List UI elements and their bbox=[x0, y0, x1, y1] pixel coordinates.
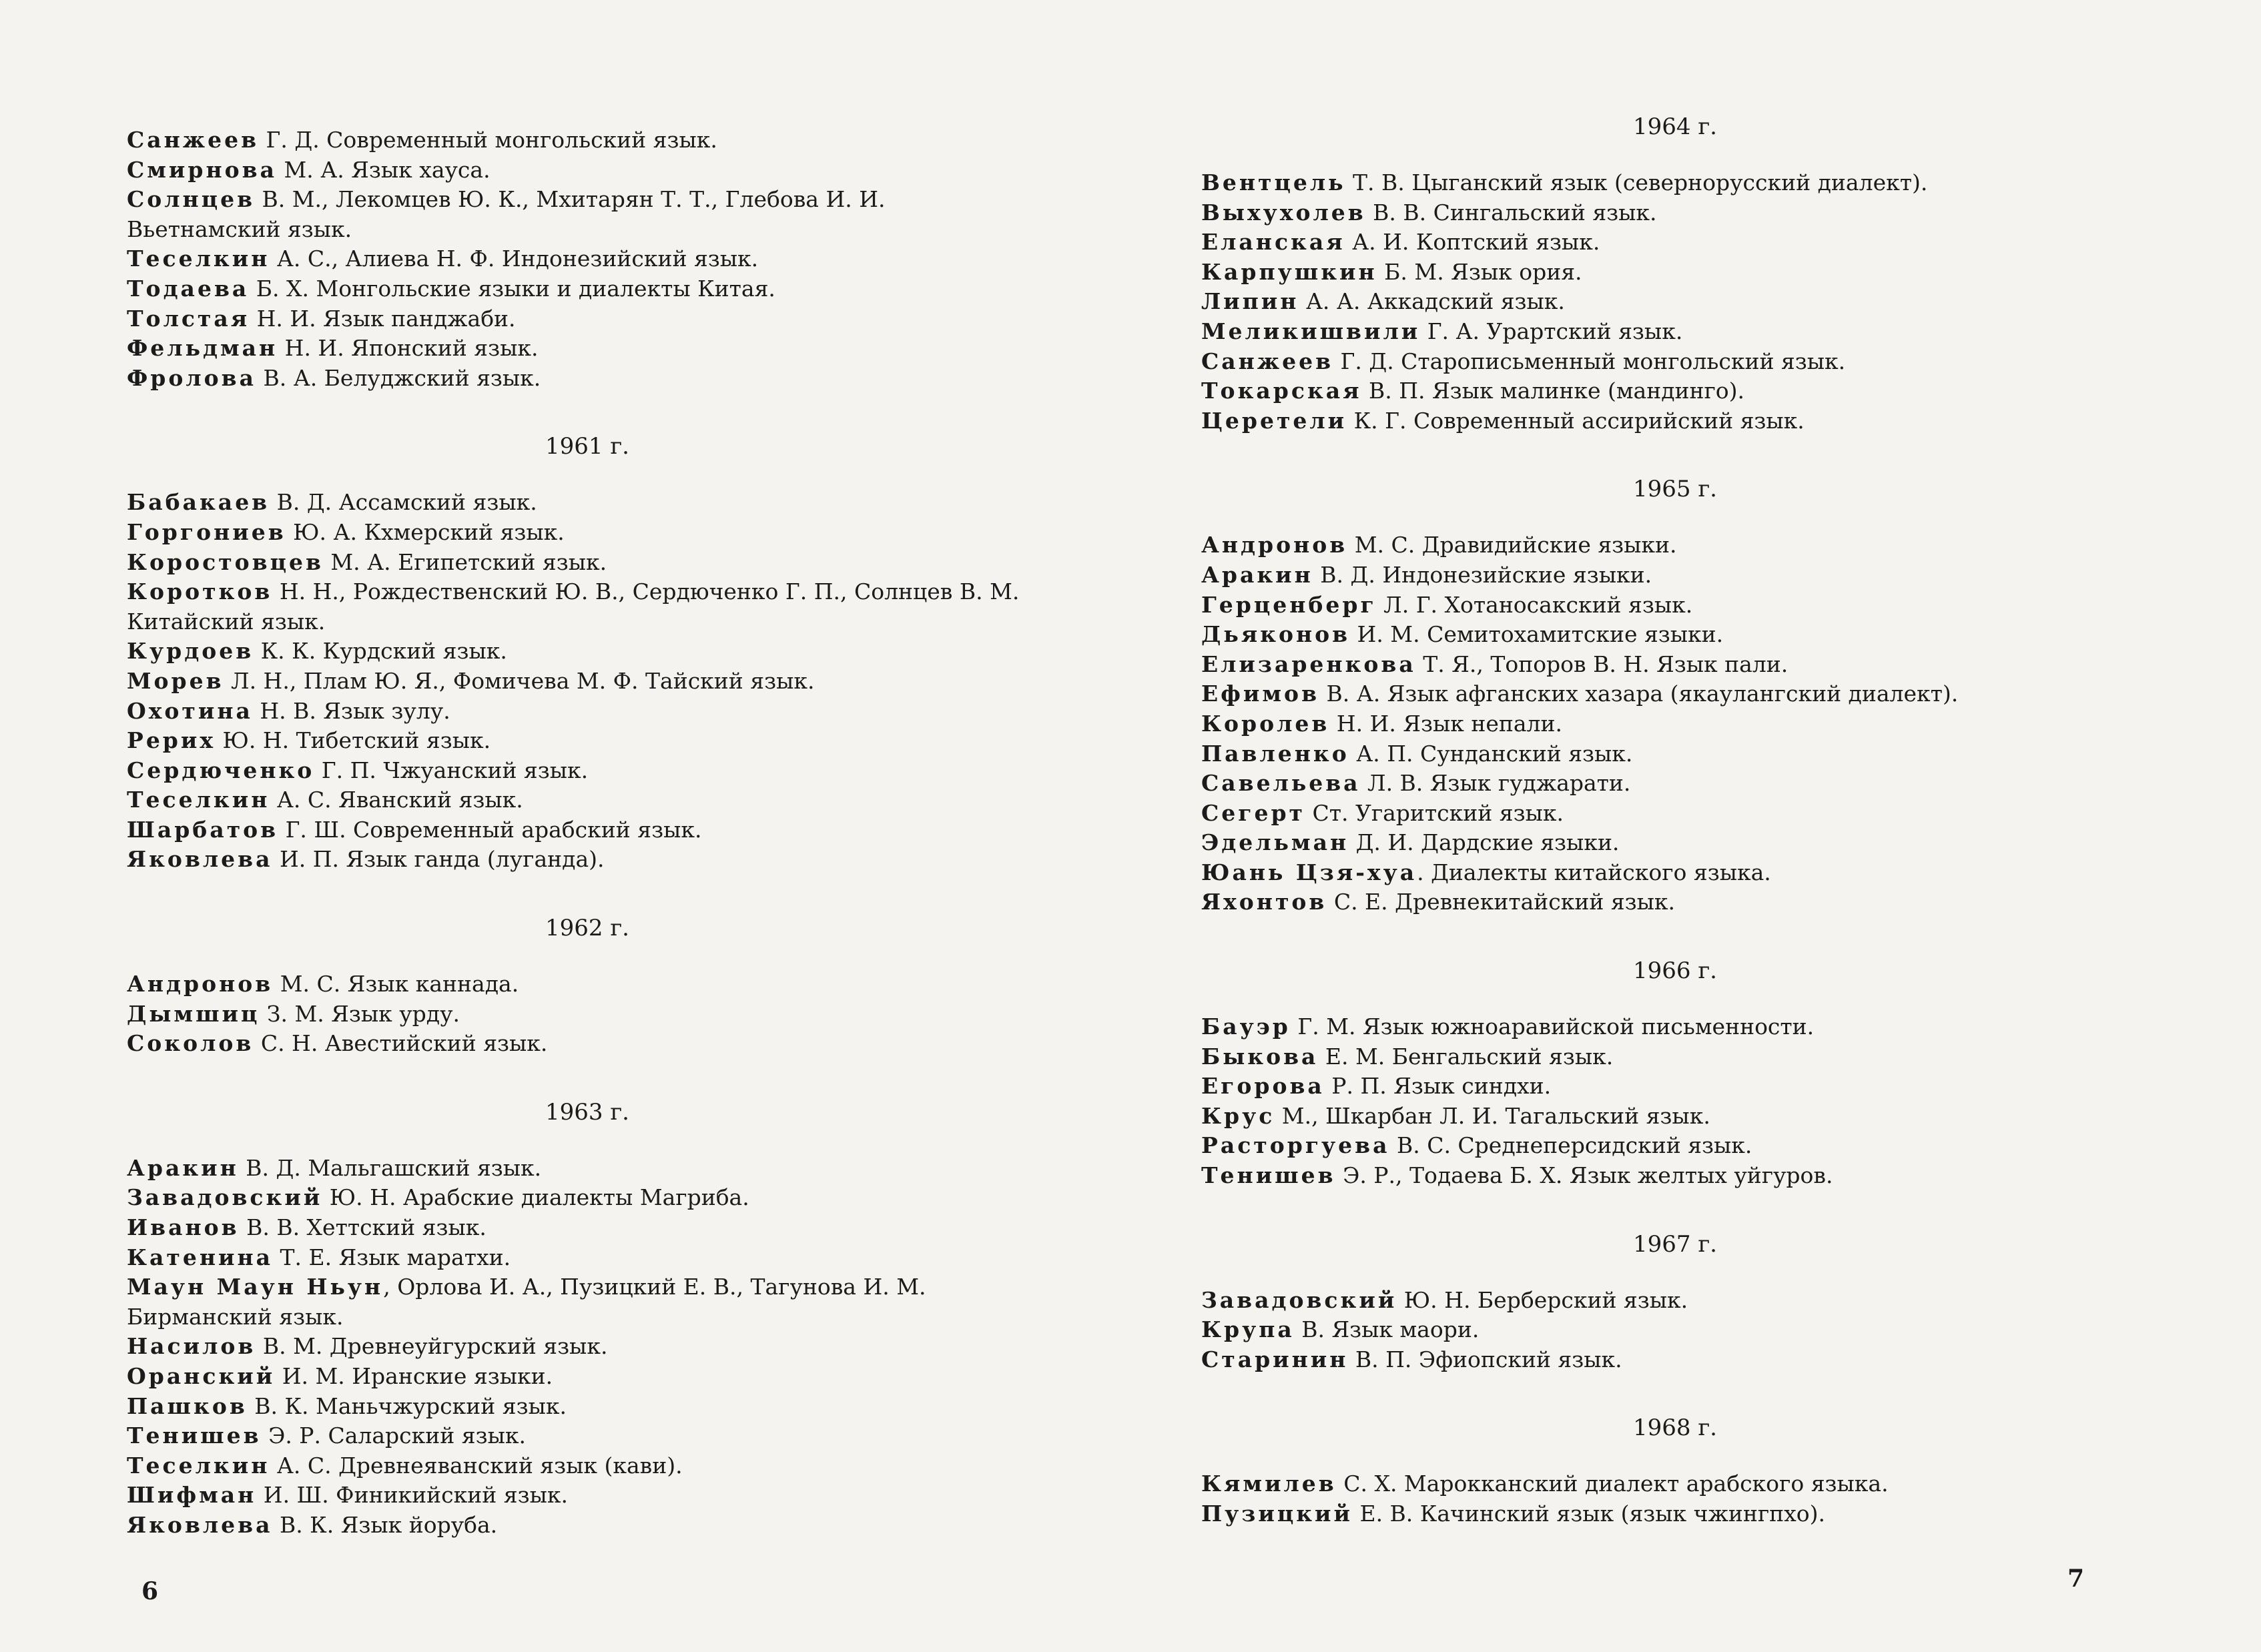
entry: Насилов В. М. Древнеуйгурский язык. bbox=[127, 1333, 608, 1360]
entry: Тенишев Э. Р., Тодаева Б. Х. Язык желтых уйгуров. bbox=[1201, 1162, 1833, 1189]
entry: Аракин В. Д. Индонезийские языки. bbox=[1201, 561, 1652, 588]
entry: Оранский И. М. Иранские языки. bbox=[127, 1363, 553, 1389]
entry: Быкова Е. М. Бенгальский язык. bbox=[1201, 1043, 1614, 1070]
entry: Рерих Ю. Н. Тибетский язык. bbox=[127, 727, 491, 754]
entry: Курдоев К. К. Курдский язык. bbox=[127, 638, 507, 665]
entry: Санжеев Г. Д. Современный монгольский язык. bbox=[127, 127, 717, 153]
entry: Пузицкий Е. В. Качинский язык (язык чжингпхо). bbox=[1201, 1501, 1825, 1527]
entry: Церетели К. Г. Современный ассирийский язык. bbox=[1201, 407, 1805, 434]
left-page bbox=[0, 0, 1130, 1652]
entry: Крупа В. Язык маори. bbox=[1201, 1316, 1480, 1343]
right-page bbox=[1130, 0, 2261, 1652]
entry: Выхухолев В. В. Сингальский язык. bbox=[1201, 199, 1657, 226]
left-section-continuation bbox=[127, 125, 1048, 393]
entry: Шарбатов Г. Ш. Современный арабский язык. bbox=[127, 816, 702, 843]
entry: Коротков Н. Н., Рождественский Ю. В., Сердюченко Г. П., Солнцев В. М. Китайский язык. bbox=[127, 578, 1020, 635]
entry: Сердюченко Г. П. Чжуанский язык. bbox=[127, 757, 589, 783]
entry: Коростовцев М. А. Египетский язык. bbox=[127, 548, 607, 575]
entry: Юань Цзя-хуа. Диалекты китайского языка. bbox=[1201, 859, 1771, 885]
entry: Катенина Т. Е. Язык маратхи. bbox=[127, 1244, 511, 1270]
year-heading: 1966 г. bbox=[1633, 957, 1717, 985]
entry: Савельева Л. В. Язык гуджарати. bbox=[1201, 770, 1631, 797]
page-number: 6 bbox=[141, 1577, 159, 1605]
entry: Фролова В. А. Белуджский язык. bbox=[127, 364, 541, 391]
entry: Яковлева И. П. Язык ганда (луганда). bbox=[127, 846, 605, 873]
entry: Завадовский Ю. Н. Берберский язык. bbox=[1201, 1286, 1688, 1313]
year-heading: 1967 г. bbox=[1633, 1230, 1717, 1258]
right-section-1967 bbox=[1201, 1230, 2149, 1375]
left-bibliography-column bbox=[127, 125, 1048, 1541]
entry: Павленко А. П. Сунданский язык. bbox=[1201, 740, 1633, 767]
entry: Крус М., Шкарбан Л. И. Тагальский язык. bbox=[1201, 1102, 1710, 1129]
entry: Егорова Р. П. Язык синдхи. bbox=[1201, 1073, 1552, 1100]
entry: Солнцев В. М., Лекомцев Ю. К., Мхитарян Т. Т., Глебова И. И. Вьетнамский язык. bbox=[127, 186, 886, 242]
entry: Эдельман Д. И. Дардские языки. bbox=[1201, 829, 1620, 856]
entry: Бауэр Г. М. Язык южноаравийской письменности. bbox=[1201, 1013, 1815, 1040]
entry: Теселкин А. С., Алиева Н. Ф. Индонезийский язык. bbox=[127, 246, 759, 272]
entry: Андронов М. С. Дравидийские языки. bbox=[1201, 532, 1677, 558]
entry: Меликишвили Г. А. Урартский язык. bbox=[1201, 318, 1683, 344]
entry: Шифман И. Ш. Финикийский язык. bbox=[127, 1482, 568, 1509]
entry: Санжеев Г. Д. Старописьменный монгольский язык. bbox=[1201, 348, 1846, 374]
entry: Завадовский Ю. Н. Арабские диалекты Магриба. bbox=[127, 1184, 749, 1211]
entry: Маун Маун Ньун, Орлова И. А., Пузицкий Е. В., Тагунова И. М. Бирманский язык. bbox=[127, 1274, 926, 1330]
entry: Бабакаев В. Д. Ассамский язык. bbox=[127, 489, 537, 516]
left-section-1962 bbox=[127, 913, 1048, 1059]
year-heading: 1968 г. bbox=[1633, 1414, 1717, 1442]
entry: Липин А. А. Аккадский язык. bbox=[1201, 288, 1565, 315]
entry: Яхонтов С. Е. Древнекитайский язык. bbox=[1201, 889, 1676, 915]
entry: Фельдман Н. И. Японский язык. bbox=[127, 335, 539, 362]
entry: Елизаренкова Т. Я., Топоров В. Н. Язык пали. bbox=[1201, 651, 1789, 677]
entry: Еланская А. И. Коптский язык. bbox=[1201, 229, 1600, 256]
entry: Теселкин А. С. Яванский язык. bbox=[127, 787, 523, 813]
entry: Сегерт Ст. Угаритский язык. bbox=[1201, 799, 1564, 826]
entry: Герценберг Л. Г. Хотаносакский язык. bbox=[1201, 591, 1693, 618]
entry: Тодаева Б. Х. Монгольские языки и диалекты Китая. bbox=[127, 275, 775, 302]
entry: Кямилев С. Х. Марокканский диалект арабского языка. bbox=[1201, 1471, 1889, 1497]
right-bibliography-column bbox=[1201, 112, 2149, 1529]
entry: Яковлева В. К. Язык йоруба. bbox=[127, 1511, 498, 1538]
year-heading: 1965 г. bbox=[1633, 476, 1717, 503]
entry: Охотина Н. В. Язык зулу. bbox=[127, 697, 450, 724]
entry: Тенишев Э. Р. Саларский язык. bbox=[127, 1422, 526, 1449]
entry: Толстая Н. И. Язык панджаби. bbox=[127, 305, 516, 332]
year-heading: 1962 г. bbox=[545, 915, 629, 942]
entry: Смирнова М. А. Язык хауса. bbox=[127, 156, 491, 183]
entry: Расторгуева В. С. Среднеперсидский язык. bbox=[1201, 1132, 1752, 1159]
page-number: 7 bbox=[2067, 1565, 2085, 1593]
entry: Пашков В. К. Маньчжурский язык. bbox=[127, 1392, 567, 1419]
entry: Иванов В. В. Хеттский язык. bbox=[127, 1214, 487, 1241]
right-section-1964 bbox=[1201, 112, 2149, 436]
entry: Соколов С. Н. Авестийский язык. bbox=[127, 1030, 548, 1057]
right-section-1968 bbox=[1201, 1413, 2149, 1529]
entry: Карпушкин Б. М. Язык ория. bbox=[1201, 258, 1582, 285]
entry: Дьяконов И. М. Семитохамитские языки. bbox=[1201, 621, 1724, 648]
entry: Токарская В. П. Язык малинке (мандинго). bbox=[1201, 378, 1745, 404]
year-heading: 1964 г. bbox=[1633, 113, 1717, 140]
entry: Дымшиц З. М. Язык урду. bbox=[127, 1000, 460, 1027]
entry: Теселкин А. С. Древнеяванский язык (кави). bbox=[127, 1452, 683, 1479]
right-section-1966 bbox=[1201, 956, 2149, 1191]
entry: Аракин В. Д. Мальгашский язык. bbox=[127, 1154, 542, 1181]
entry: Горгониев Ю. А. Кхмерский язык. bbox=[127, 518, 565, 545]
left-section-1963 bbox=[127, 1098, 1048, 1541]
left-section-1961 bbox=[127, 432, 1048, 875]
year-heading: 1961 г. bbox=[545, 433, 629, 460]
entry: Королев Н. И. Язык непали. bbox=[1201, 710, 1562, 737]
entry: Вентцель Т. В. Цыганский язык (севернорусский диалект). bbox=[1201, 169, 1928, 195]
entry: Старинин В. П. Эфиопский язык. bbox=[1201, 1346, 1622, 1372]
entry: Ефимов В. А. Язык афганских хазара (якаулангский диалект). bbox=[1201, 681, 1959, 707]
entry: Морев Л. Н., Плам Ю. Я., Фомичева М. Ф. Тайский язык. bbox=[127, 667, 815, 694]
right-section-1965 bbox=[1201, 474, 2149, 917]
year-heading: 1963 г. bbox=[545, 1098, 629, 1126]
entry: Андронов М. С. Язык каннада. bbox=[127, 971, 519, 997]
